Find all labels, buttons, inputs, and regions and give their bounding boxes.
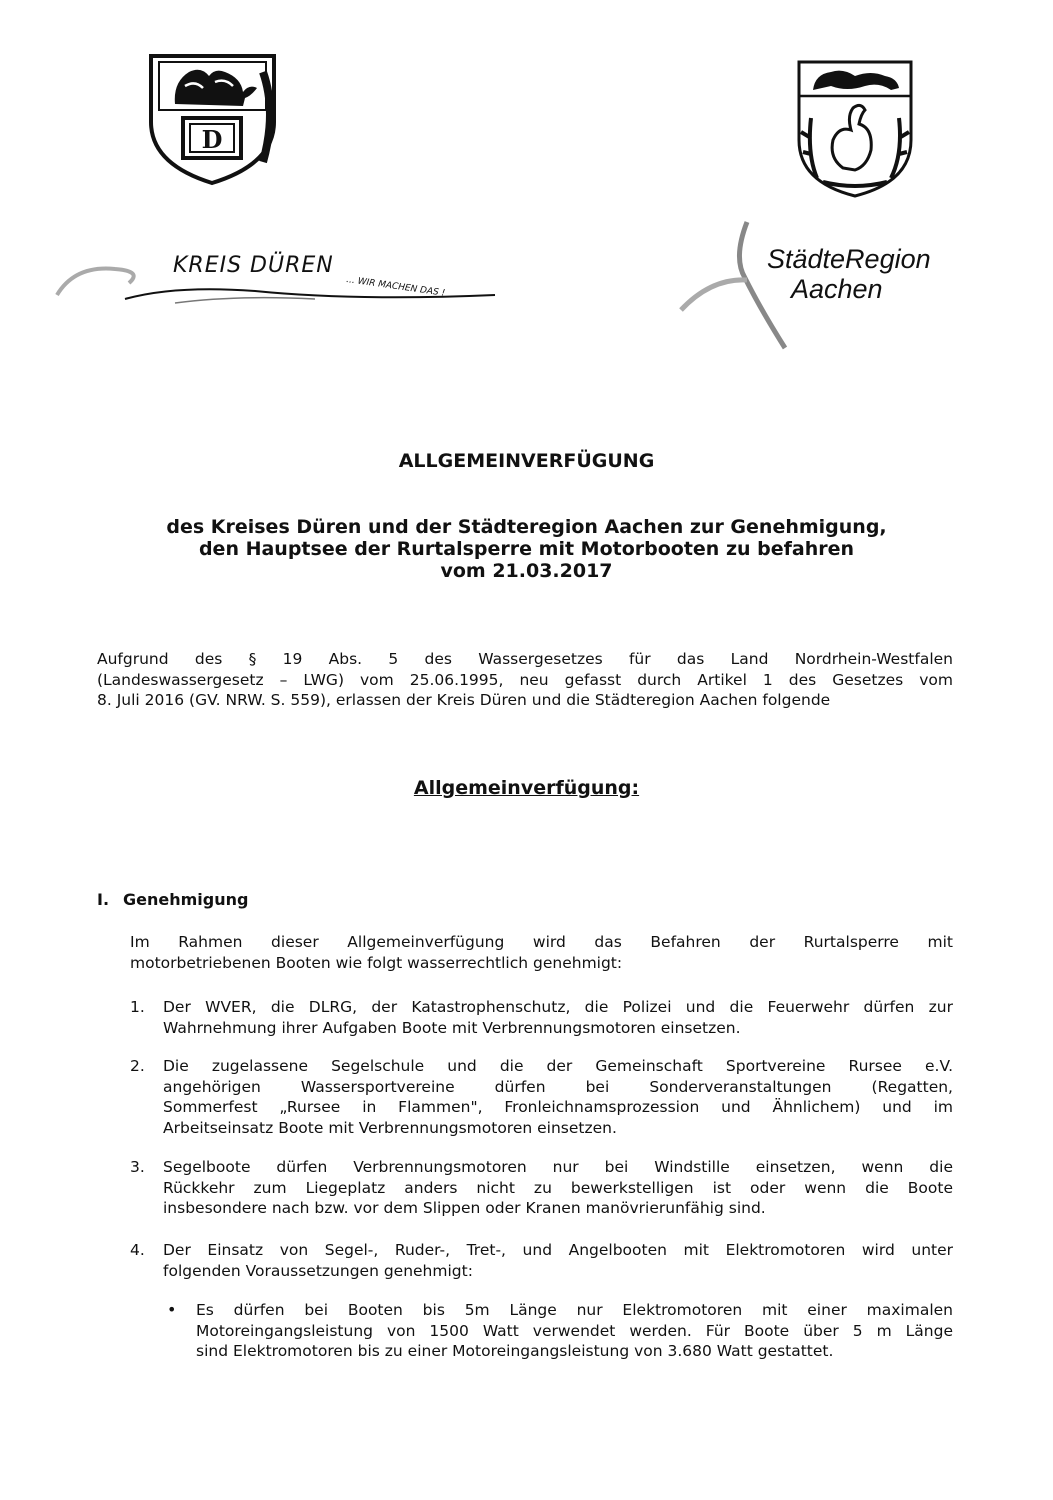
subtitle-line: vom 21.03.2017 (440, 560, 613, 582)
bullet-icon: • (167, 1300, 177, 1319)
list-item-line: insbesondere nach bzw. vor dem Slippen oder Kranen manövrierunfähig sind. (163, 1199, 766, 1217)
kreis-dueren-slogan: ... WIR MACHEN DAS ! (345, 275, 446, 299)
list-item-number: 1. (130, 998, 145, 1016)
staedteregion-aachen-coat-of-arms (795, 58, 915, 200)
list-item-line: Arbeitseinsatz Boote mit Verbrennungsmotoren einsetzen. (163, 1118, 617, 1137)
kreis-dueren-logo (55, 245, 515, 315)
paragraph-line: Im Rahmen dieser Allgemeinverfügung wird das Befahren der Rurtalsperre mit (130, 933, 953, 951)
kreis-dueren-coat-of-arms (145, 52, 280, 187)
list-item-line: Wahrnehmung ihrer Aufgaben Boote mit Verbrennungsmotoren einsetzen. (163, 1018, 741, 1037)
section-intro-paragraph (130, 932, 953, 973)
order-heading: Allgemeinverfügung: (413, 777, 640, 799)
list-item-line: Der WVER, die DLRG, der Katastrophenschutz, die Polizei und die Feuerwehr dürfen zur (163, 998, 953, 1016)
bullet-line: Motoreingangsleistung von 1500 Watt verwendet werden. Für Boote über 5 m Länge (196, 1321, 953, 1340)
bullet-line: Es dürfen bei Booten bis 5m Länge nur Elektromotoren mit einer maximalen (196, 1301, 953, 1319)
paragraph-line: (Landeswassergesetz – LWG) vom 25.06.1995, neu gefasst durch Artikel 1 des Gesetzes vom (97, 670, 953, 689)
legal-basis-paragraph (97, 649, 953, 711)
list-item-line: angehörigen Wassersportvereine dürfen bei Sonderveranstaltungen (Regatten, (163, 1077, 953, 1096)
list-item (163, 1056, 953, 1138)
section-number: I. (97, 890, 110, 909)
list-item-line: Rückkehr zum Liegeplatz anders nicht zu bewerkstelligen ist oder wenn die Boote (163, 1178, 953, 1197)
list-item-number: 4. (130, 1241, 145, 1259)
section-title: Genehmigung (123, 890, 249, 909)
list-item-line: folgenden Voraussetzungen genehmigt: (163, 1261, 473, 1280)
list-item-number: 2. (130, 1057, 145, 1075)
list-item-line: Segelboote dürfen Verbrennungsmotoren nur bei Windstille einsetzen, wenn die (163, 1158, 953, 1176)
list-item (163, 1240, 953, 1281)
staedteregion-wordmark-line2: Aachen (791, 274, 883, 304)
document-title: ALLGEMEINVERFÜGUNG (398, 450, 655, 472)
bullet-item (196, 1300, 953, 1362)
paragraph-line: Aufgrund des § 19 Abs. 5 des Wassergesetzes für das Land Nordrhein-Westfalen (97, 650, 953, 668)
subtitle-line: des Kreises Düren und der Städteregion Aachen zur Genehmigung, (166, 516, 887, 538)
section-heading (97, 890, 248, 909)
bullet-line: sind Elektromotoren bis zu einer Motoreingangsleistung von 3.680 Watt gestattet. (196, 1342, 834, 1360)
kreis-dueren-wordmark: KREIS DÜREN (173, 253, 334, 278)
list-item (163, 1157, 953, 1219)
staedteregion-aachen-logo (675, 218, 955, 358)
crest-letter: D (201, 125, 223, 154)
list-item-line: Der Einsatz von Segel-, Ruder-, Tret-, und Angelbooten mit Elektromotoren wird unter (163, 1241, 953, 1259)
list-item-line: Die zugelassene Segelschule und die der Gemeinschaft Sportvereine Rursee e.V. (163, 1057, 953, 1075)
list-item-line: Sommerfest „Rursee in Flammen", Fronleichnamsprozession und Ähnlichem) und im (163, 1098, 953, 1116)
paragraph-line: motorbetriebenen Booten wie folgt wasserrechtlich genehmigt: (130, 953, 623, 972)
list-item (163, 997, 953, 1038)
list-item-number: 3. (130, 1158, 145, 1176)
document-subtitle (0, 516, 1053, 582)
subtitle-line: den Hauptsee der Rurtalsperre mit Motorbooten zu befahren (198, 538, 855, 560)
paragraph-line: 8. Juli 2016 (GV. NRW. S. 559), erlassen der Kreis Düren und die Städteregion Aachen folgende (97, 691, 831, 709)
staedteregion-wordmark-line1: StädteRegion (767, 244, 931, 274)
